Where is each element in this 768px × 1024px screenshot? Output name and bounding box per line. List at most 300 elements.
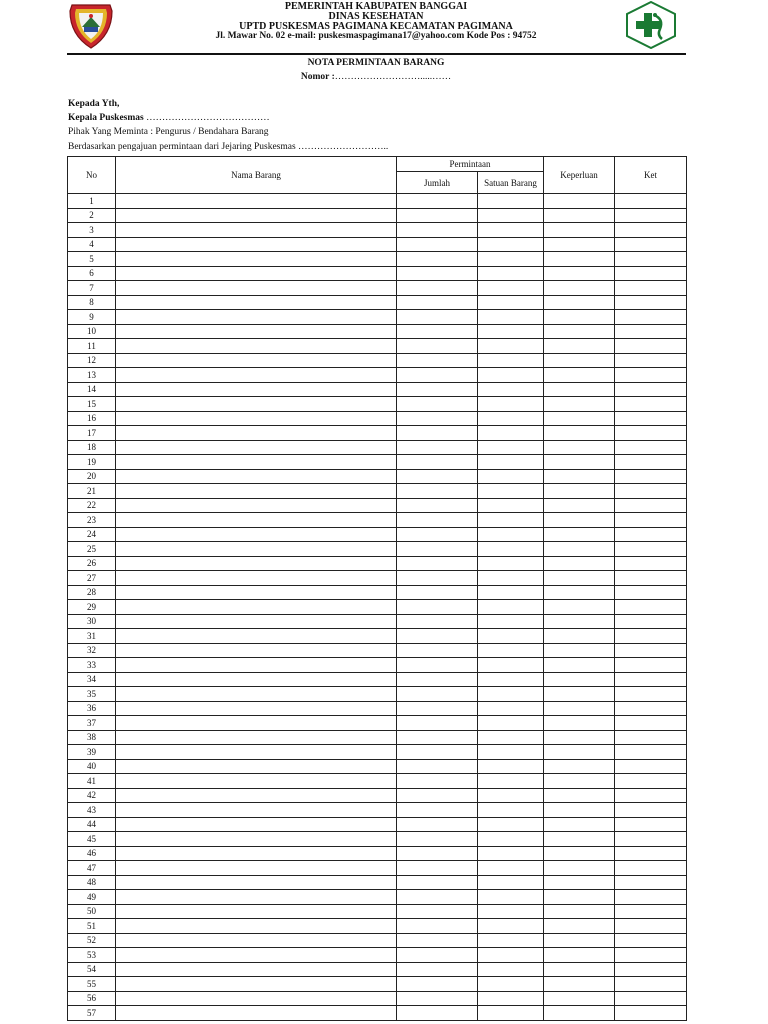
nama-barang-cell[interactable] (116, 411, 397, 426)
keperluan-cell[interactable] (544, 774, 615, 789)
satuan-barang-cell[interactable] (478, 353, 544, 368)
satuan-barang-cell[interactable] (478, 817, 544, 832)
keperluan-cell[interactable] (544, 730, 615, 745)
satuan-barang-cell[interactable] (478, 861, 544, 876)
jumlah-cell[interactable] (397, 904, 478, 919)
nama-barang-cell[interactable] (116, 208, 397, 223)
nama-barang-cell[interactable] (116, 1006, 397, 1021)
keperluan-cell[interactable] (544, 904, 615, 919)
ket-cell[interactable] (615, 716, 687, 731)
jumlah-cell[interactable] (397, 933, 478, 948)
ket-cell[interactable] (615, 846, 687, 861)
jumlah-cell[interactable] (397, 716, 478, 731)
keperluan-cell[interactable] (544, 803, 615, 818)
nama-barang-cell[interactable] (116, 991, 397, 1006)
satuan-barang-cell[interactable] (478, 774, 544, 789)
nama-barang-cell[interactable] (116, 455, 397, 470)
table-row (68, 977, 687, 992)
keperluan-cell[interactable] (544, 498, 615, 513)
jumlah-cell[interactable] (397, 832, 478, 847)
jumlah-cell[interactable] (397, 890, 478, 905)
ket-cell[interactable] (615, 542, 687, 557)
keperluan-cell[interactable] (544, 1006, 615, 1021)
nama-barang-cell[interactable] (116, 904, 397, 919)
ket-cell[interactable] (615, 339, 687, 354)
nama-barang-cell[interactable] (116, 933, 397, 948)
jumlah-cell[interactable] (397, 948, 478, 963)
nama-barang-cell[interactable] (116, 223, 397, 238)
satuan-barang-cell[interactable] (478, 252, 544, 267)
nama-barang-cell[interactable] (116, 948, 397, 963)
satuan-barang-cell[interactable] (478, 310, 544, 325)
nama-barang-cell[interactable] (116, 774, 397, 789)
keperluan-cell[interactable] (544, 542, 615, 557)
satuan-barang-cell[interactable] (478, 977, 544, 992)
ket-cell[interactable] (615, 890, 687, 905)
keperluan-cell[interactable] (544, 875, 615, 890)
ket-cell[interactable] (615, 629, 687, 644)
ket-cell[interactable] (615, 948, 687, 963)
keperluan-cell[interactable] (544, 237, 615, 252)
keperluan-cell[interactable] (544, 832, 615, 847)
nama-barang-cell[interactable] (116, 919, 397, 934)
satuan-barang-cell[interactable] (478, 904, 544, 919)
nama-barang-cell[interactable] (116, 745, 397, 760)
ket-cell[interactable] (615, 701, 687, 716)
keperluan-cell[interactable] (544, 788, 615, 803)
nama-barang-cell[interactable] (116, 542, 397, 557)
table-row (68, 919, 687, 934)
jumlah-cell[interactable] (397, 614, 478, 629)
row-number: 12 (68, 353, 116, 368)
nama-barang-cell[interactable] (116, 266, 397, 281)
nama-barang-cell[interactable] (116, 513, 397, 528)
jumlah-cell[interactable] (397, 774, 478, 789)
keperluan-cell[interactable] (544, 629, 615, 644)
keperluan-cell[interactable] (544, 745, 615, 760)
ket-cell[interactable] (615, 411, 687, 426)
ket-cell[interactable] (615, 295, 687, 310)
jumlah-cell[interactable] (397, 484, 478, 499)
ket-cell[interactable] (615, 266, 687, 281)
ket-cell[interactable] (615, 469, 687, 484)
satuan-barang-cell[interactable] (478, 643, 544, 658)
nama-barang-cell[interactable] (116, 339, 397, 354)
keperluan-cell[interactable] (544, 527, 615, 542)
keperluan-cell[interactable] (544, 571, 615, 586)
keperluan-cell[interactable] (544, 382, 615, 397)
satuan-barang-cell[interactable] (478, 759, 544, 774)
ket-cell[interactable] (615, 658, 687, 673)
nama-barang-cell[interactable] (116, 788, 397, 803)
nama-barang-cell[interactable] (116, 484, 397, 499)
ket-cell[interactable] (615, 527, 687, 542)
ket-cell[interactable] (615, 252, 687, 267)
satuan-barang-cell[interactable] (478, 397, 544, 412)
satuan-barang-cell[interactable] (478, 571, 544, 586)
keperluan-cell[interactable] (544, 513, 615, 528)
ket-cell[interactable] (615, 223, 687, 238)
keperluan-cell[interactable] (544, 295, 615, 310)
nama-barang-cell[interactable] (116, 397, 397, 412)
keperluan-cell[interactable] (544, 600, 615, 615)
satuan-barang-cell[interactable] (478, 701, 544, 716)
nama-barang-cell[interactable] (116, 469, 397, 484)
nama-barang-cell[interactable] (116, 846, 397, 861)
jumlah-cell[interactable] (397, 759, 478, 774)
satuan-barang-cell[interactable] (478, 368, 544, 383)
jumlah-cell[interactable] (397, 556, 478, 571)
jumlah-cell[interactable] (397, 281, 478, 296)
keperluan-cell[interactable] (544, 643, 615, 658)
satuan-barang-cell[interactable] (478, 194, 544, 209)
nama-barang-cell[interactable] (116, 571, 397, 586)
nama-barang-cell[interactable] (116, 527, 397, 542)
nama-barang-cell[interactable] (116, 252, 397, 267)
jumlah-cell[interactable] (397, 295, 478, 310)
keperluan-cell[interactable] (544, 455, 615, 470)
jumlah-cell[interactable] (397, 571, 478, 586)
keperluan-cell[interactable] (544, 759, 615, 774)
satuan-barang-cell[interactable] (478, 933, 544, 948)
jumlah-cell[interactable] (397, 658, 478, 673)
keperluan-cell[interactable] (544, 991, 615, 1006)
jumlah-cell[interactable] (397, 411, 478, 426)
jumlah-cell[interactable] (397, 803, 478, 818)
satuan-barang-cell[interactable] (478, 426, 544, 441)
keperluan-cell[interactable] (544, 585, 615, 600)
satuan-barang-cell[interactable] (478, 382, 544, 397)
ket-cell[interactable] (615, 368, 687, 383)
ket-cell[interactable] (615, 788, 687, 803)
nama-barang-cell[interactable] (116, 295, 397, 310)
ket-cell[interactable] (615, 382, 687, 397)
jumlah-cell[interactable] (397, 455, 478, 470)
nama-barang-cell[interactable] (116, 281, 397, 296)
nama-barang-cell[interactable] (116, 194, 397, 209)
satuan-barang-cell[interactable] (478, 672, 544, 687)
ket-cell[interactable] (615, 324, 687, 339)
jumlah-cell[interactable] (397, 600, 478, 615)
keperluan-cell[interactable] (544, 948, 615, 963)
row-number: 52 (68, 933, 116, 948)
ket-cell[interactable] (615, 498, 687, 513)
satuan-barang-cell[interactable] (478, 832, 544, 847)
jumlah-cell[interactable] (397, 745, 478, 760)
keperluan-cell[interactable] (544, 324, 615, 339)
table-row (68, 745, 687, 760)
jumlah-cell[interactable] (397, 353, 478, 368)
ket-cell[interactable] (615, 687, 687, 702)
satuan-barang-cell[interactable] (478, 411, 544, 426)
ket-cell[interactable] (615, 962, 687, 977)
satuan-barang-cell[interactable] (478, 585, 544, 600)
satuan-barang-cell[interactable] (478, 440, 544, 455)
jumlah-cell[interactable] (397, 469, 478, 484)
keperluan-cell[interactable] (544, 440, 615, 455)
satuan-barang-cell[interactable] (478, 687, 544, 702)
ket-cell[interactable] (615, 484, 687, 499)
nama-barang-cell[interactable] (116, 629, 397, 644)
ket-cell[interactable] (615, 397, 687, 412)
nama-barang-cell[interactable] (116, 672, 397, 687)
keperluan-cell[interactable] (544, 397, 615, 412)
keperluan-cell[interactable] (544, 208, 615, 223)
keperluan-cell[interactable] (544, 716, 615, 731)
keperluan-cell[interactable] (544, 411, 615, 426)
satuan-barang-cell[interactable] (478, 890, 544, 905)
jumlah-cell[interactable] (397, 817, 478, 832)
nama-barang-cell[interactable] (116, 498, 397, 513)
ket-cell[interactable] (615, 991, 687, 1006)
keperluan-cell[interactable] (544, 817, 615, 832)
jumlah-cell[interactable] (397, 426, 478, 441)
jumlah-cell[interactable] (397, 875, 478, 890)
ket-cell[interactable] (615, 904, 687, 919)
jumlah-cell[interactable] (397, 977, 478, 992)
keperluan-cell[interactable] (544, 266, 615, 281)
satuan-barang-cell[interactable] (478, 788, 544, 803)
nama-barang-cell[interactable] (116, 817, 397, 832)
satuan-barang-cell[interactable] (478, 542, 544, 557)
keperluan-cell[interactable] (544, 919, 615, 934)
jumlah-cell[interactable] (397, 237, 478, 252)
jumlah-cell[interactable] (397, 368, 478, 383)
ket-cell[interactable] (615, 600, 687, 615)
jumlah-cell[interactable] (397, 266, 478, 281)
satuan-barang-cell[interactable] (478, 498, 544, 513)
ket-cell[interactable] (615, 643, 687, 658)
table-row (68, 339, 687, 354)
jumlah-cell[interactable] (397, 643, 478, 658)
satuan-barang-cell[interactable] (478, 223, 544, 238)
ket-cell[interactable] (615, 774, 687, 789)
nama-barang-cell[interactable] (116, 382, 397, 397)
satuan-barang-cell[interactable] (478, 875, 544, 890)
ket-cell[interactable] (615, 310, 687, 325)
col-header-no: No (68, 157, 116, 194)
header-line-unit: UPTD PUSKESMAS PAGIMANA KECAMATAN PAGIMANA (239, 21, 513, 32)
row-number: 48 (68, 875, 116, 890)
satuan-barang-cell[interactable] (478, 803, 544, 818)
satuan-barang-cell[interactable] (478, 962, 544, 977)
satuan-barang-cell[interactable] (478, 339, 544, 354)
keperluan-cell[interactable] (544, 339, 615, 354)
ket-cell[interactable] (615, 455, 687, 470)
keperluan-cell[interactable] (544, 672, 615, 687)
satuan-barang-cell[interactable] (478, 295, 544, 310)
nama-barang-cell[interactable] (116, 426, 397, 441)
keperluan-cell[interactable] (544, 614, 615, 629)
keperluan-cell[interactable] (544, 252, 615, 267)
ket-cell[interactable] (615, 237, 687, 252)
jumlah-cell[interactable] (397, 324, 478, 339)
satuan-barang-cell[interactable] (478, 846, 544, 861)
jumlah-cell[interactable] (397, 788, 478, 803)
nama-barang-cell[interactable] (116, 687, 397, 702)
ket-cell[interactable] (615, 426, 687, 441)
ket-cell[interactable] (615, 832, 687, 847)
nama-barang-cell[interactable] (116, 875, 397, 890)
ket-cell[interactable] (615, 585, 687, 600)
keperluan-cell[interactable] (544, 962, 615, 977)
keperluan-cell[interactable] (544, 861, 615, 876)
satuan-barang-cell[interactable] (478, 658, 544, 673)
jumlah-cell[interactable] (397, 252, 478, 267)
ket-cell[interactable] (615, 208, 687, 223)
nama-barang-cell[interactable] (116, 600, 397, 615)
nama-barang-cell[interactable] (116, 643, 397, 658)
nama-barang-cell[interactable] (116, 890, 397, 905)
ket-cell[interactable] (615, 919, 687, 934)
keperluan-cell[interactable] (544, 426, 615, 441)
ket-cell[interactable] (615, 353, 687, 368)
satuan-barang-cell[interactable] (478, 556, 544, 571)
ket-cell[interactable] (615, 803, 687, 818)
nama-barang-cell[interactable] (116, 759, 397, 774)
satuan-barang-cell[interactable] (478, 614, 544, 629)
satuan-barang-cell[interactable] (478, 730, 544, 745)
ket-cell[interactable] (615, 194, 687, 209)
jumlah-cell[interactable] (397, 440, 478, 455)
nama-barang-cell[interactable] (116, 962, 397, 977)
keperluan-cell[interactable] (544, 846, 615, 861)
keperluan-cell[interactable] (544, 556, 615, 571)
jumlah-cell[interactable] (397, 991, 478, 1006)
ket-cell[interactable] (615, 513, 687, 528)
keperluan-cell[interactable] (544, 194, 615, 209)
jumlah-cell[interactable] (397, 846, 478, 861)
table-row (68, 484, 687, 499)
keperluan-cell[interactable] (544, 658, 615, 673)
nama-barang-cell[interactable] (116, 701, 397, 716)
jumlah-cell[interactable] (397, 861, 478, 876)
jumlah-cell[interactable] (397, 919, 478, 934)
satuan-barang-cell[interactable] (478, 600, 544, 615)
keperluan-cell[interactable] (544, 890, 615, 905)
jumlah-cell[interactable] (397, 397, 478, 412)
satuan-barang-cell[interactable] (478, 629, 544, 644)
nama-barang-cell[interactable] (116, 716, 397, 731)
jumlah-cell[interactable] (397, 498, 478, 513)
jumlah-cell[interactable] (397, 513, 478, 528)
ket-cell[interactable] (615, 817, 687, 832)
nama-barang-cell[interactable] (116, 585, 397, 600)
satuan-barang-cell[interactable] (478, 513, 544, 528)
jumlah-cell[interactable] (397, 208, 478, 223)
satuan-barang-cell[interactable] (478, 208, 544, 223)
keperluan-cell[interactable] (544, 469, 615, 484)
satuan-barang-cell[interactable] (478, 455, 544, 470)
nama-barang-cell[interactable] (116, 368, 397, 383)
satuan-barang-cell[interactable] (478, 948, 544, 963)
satuan-barang-cell[interactable] (478, 484, 544, 499)
row-number: 40 (68, 759, 116, 774)
ket-cell[interactable] (615, 730, 687, 745)
satuan-barang-cell[interactable] (478, 745, 544, 760)
ket-cell[interactable] (615, 759, 687, 774)
nama-barang-cell[interactable] (116, 861, 397, 876)
nama-barang-cell[interactable] (116, 614, 397, 629)
keperluan-cell[interactable] (544, 687, 615, 702)
table-row (68, 991, 687, 1006)
keperluan-cell[interactable] (544, 223, 615, 238)
nama-barang-cell[interactable] (116, 310, 397, 325)
nama-barang-cell[interactable] (116, 977, 397, 992)
satuan-barang-cell[interactable] (478, 281, 544, 296)
jumlah-cell[interactable] (397, 687, 478, 702)
jumlah-cell[interactable] (397, 629, 478, 644)
jumlah-cell[interactable] (397, 672, 478, 687)
satuan-barang-cell[interactable] (478, 237, 544, 252)
keperluan-cell[interactable] (544, 484, 615, 499)
ket-cell[interactable] (615, 933, 687, 948)
satuan-barang-cell[interactable] (478, 527, 544, 542)
ket-cell[interactable] (615, 875, 687, 890)
nama-barang-cell[interactable] (116, 803, 397, 818)
ket-cell[interactable] (615, 281, 687, 296)
jumlah-cell[interactable] (397, 585, 478, 600)
keperluan-cell[interactable] (544, 701, 615, 716)
jumlah-cell[interactable] (397, 527, 478, 542)
jumlah-cell[interactable] (397, 962, 478, 977)
ket-cell[interactable] (615, 672, 687, 687)
jumlah-cell[interactable] (397, 730, 478, 745)
ket-cell[interactable] (615, 977, 687, 992)
satuan-barang-cell[interactable] (478, 716, 544, 731)
keperluan-cell[interactable] (544, 977, 615, 992)
nama-barang-cell[interactable] (116, 324, 397, 339)
jumlah-cell[interactable] (397, 339, 478, 354)
jumlah-cell[interactable] (397, 542, 478, 557)
ket-cell[interactable] (615, 861, 687, 876)
satuan-barang-cell[interactable] (478, 324, 544, 339)
ket-cell[interactable] (615, 1006, 687, 1021)
nama-barang-cell[interactable] (116, 832, 397, 847)
nama-barang-cell[interactable] (116, 556, 397, 571)
keperluan-cell[interactable] (544, 353, 615, 368)
nama-barang-cell[interactable] (116, 237, 397, 252)
table-row (68, 701, 687, 716)
nama-barang-cell[interactable] (116, 658, 397, 673)
jumlah-cell[interactable] (397, 194, 478, 209)
ket-cell[interactable] (615, 571, 687, 586)
satuan-barang-cell[interactable] (478, 919, 544, 934)
keperluan-cell[interactable] (544, 933, 615, 948)
row-number: 16 (68, 411, 116, 426)
keperluan-cell[interactable] (544, 368, 615, 383)
ket-cell[interactable] (615, 440, 687, 455)
nama-barang-cell[interactable] (116, 440, 397, 455)
ket-cell[interactable] (615, 556, 687, 571)
satuan-barang-cell[interactable] (478, 266, 544, 281)
satuan-barang-cell[interactable] (478, 991, 544, 1006)
jumlah-cell[interactable] (397, 310, 478, 325)
keperluan-cell[interactable] (544, 281, 615, 296)
satuan-barang-cell[interactable] (478, 1006, 544, 1021)
keperluan-cell[interactable] (544, 310, 615, 325)
jumlah-cell[interactable] (397, 701, 478, 716)
col-header-satuan-barang: Satuan Barang (478, 172, 544, 194)
ket-cell[interactable] (615, 614, 687, 629)
jumlah-cell[interactable] (397, 1006, 478, 1021)
ket-cell[interactable] (615, 745, 687, 760)
satuan-barang-cell[interactable] (478, 469, 544, 484)
jumlah-cell[interactable] (397, 382, 478, 397)
jumlah-cell[interactable] (397, 223, 478, 238)
nama-barang-cell[interactable] (116, 353, 397, 368)
nama-barang-cell[interactable] (116, 730, 397, 745)
